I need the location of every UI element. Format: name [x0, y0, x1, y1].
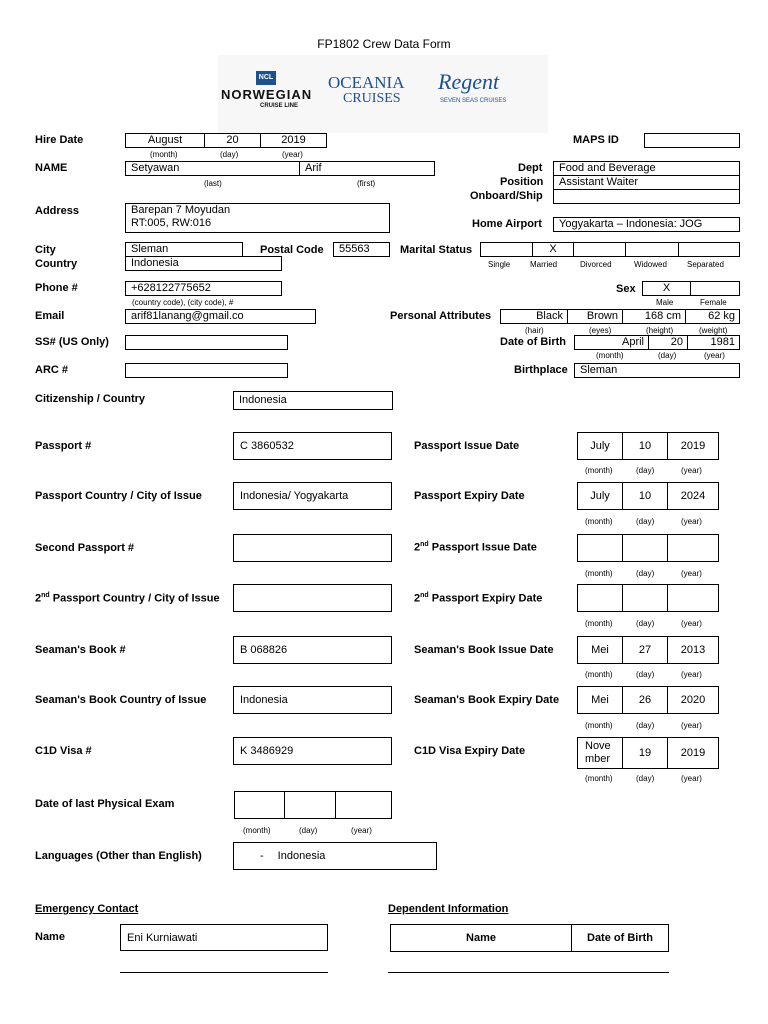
- caption-exam-day: (day): [299, 826, 318, 835]
- passport-issue-month[interactable]: July: [577, 432, 623, 460]
- address-line-1: Barepan 7 Moyudan: [131, 204, 231, 216]
- second-passport-expiry-day[interactable]: [622, 584, 668, 612]
- caption-month: (month): [150, 150, 178, 159]
- caption-passport-issue-year: (year): [681, 466, 702, 475]
- c1d-expiry-month[interactable]: [577, 737, 623, 769]
- regent-wordmark: Regent: [438, 69, 500, 94]
- second-passport-issue-label-num: 2: [414, 541, 421, 554]
- caption-female: Female: [700, 298, 727, 307]
- dependent-dob-header: Date of Birth: [571, 924, 669, 952]
- oceania-wordmark: OCEANIA: [328, 73, 405, 92]
- second-passport-country-label: [35, 592, 220, 605]
- personal-attributes-label: Personal Attributes: [390, 310, 492, 322]
- address-label: Address: [35, 205, 80, 217]
- email-label: Email: [35, 310, 65, 322]
- home-airport-field[interactable]: Yogyakarta – Indonesia: JOG: [553, 217, 740, 232]
- caption-country-city: (country code), (city code), #: [132, 298, 234, 307]
- caption-seamans-expiry-day: (day): [636, 721, 655, 730]
- caption-dob-day: (day): [658, 351, 677, 360]
- caption-passport-issue-day: (day): [636, 466, 655, 475]
- passport-field[interactable]: C 3860532: [233, 432, 392, 460]
- caption-passport-expiry-year: (year): [681, 517, 702, 526]
- eyes-field[interactable]: Brown: [567, 309, 623, 324]
- caption-hair: (hair): [525, 326, 544, 335]
- ncl-logo: NCL: [256, 71, 276, 85]
- seamans-expiry-year[interactable]: 2020: [667, 686, 719, 714]
- passport-expiry-month[interactable]: July: [577, 482, 623, 510]
- birthplace-label: Birthplace: [514, 364, 568, 376]
- c1d-visa-label: C1D Visa #: [35, 745, 92, 757]
- second-passport-expiry-year[interactable]: [667, 584, 719, 612]
- physical-exam-month[interactable]: [234, 791, 285, 819]
- caption-day: (day): [220, 150, 239, 159]
- ec-name-field[interactable]: Eni Kurniawati: [120, 924, 328, 951]
- physical-exam-year[interactable]: [335, 791, 392, 819]
- seamans-book-field[interactable]: B 068826: [233, 636, 392, 664]
- dept-label: Dept: [518, 162, 543, 174]
- page-title: FP1802 Crew Data Form: [317, 37, 451, 51]
- regent-sub-wordmark: SEVEN SEAS CRUISES: [440, 98, 507, 104]
- name-label: NAME: [35, 162, 68, 174]
- second-passport-expiry-label: [414, 592, 542, 605]
- caption-dob-year: (year): [704, 351, 725, 360]
- caption-second-issue-month: (month): [585, 569, 613, 578]
- caption-separated: Separated: [687, 260, 724, 269]
- caption-c1d-month: (month): [585, 774, 613, 783]
- c1d-visa-expiry-label: C1D Visa Expiry Date: [414, 745, 526, 757]
- hire-day-field[interactable]: 20: [204, 133, 261, 148]
- seamans-issue-day[interactable]: 27: [622, 636, 668, 664]
- caption-passport-expiry-month: (month): [585, 517, 613, 526]
- caption-seamans-issue-day: (day): [636, 670, 655, 679]
- home-airport-label: Home Airport: [472, 218, 542, 230]
- seamans-book-expiry-label: Seaman's Book Expiry Date: [414, 694, 560, 706]
- c1d-expiry-year[interactable]: 2019: [667, 737, 719, 769]
- postal-code-label: Postal Code: [260, 244, 324, 256]
- caption-c1d-day: (day): [636, 774, 655, 783]
- ss-label: SS# (US Only): [35, 336, 109, 348]
- country-label: Country: [35, 258, 78, 270]
- caption-single: Single: [488, 260, 511, 269]
- hire-date-label: Hire Date: [35, 134, 84, 146]
- phone-label: Phone #: [35, 282, 78, 294]
- passport-country-field[interactable]: Indonesia/ Yogyakarta: [233, 482, 392, 510]
- second-passport-field[interactable]: [233, 534, 392, 562]
- dob-day-field[interactable]: 20: [648, 335, 688, 350]
- height-field[interactable]: 168 cm: [622, 309, 686, 324]
- passport-issue-day[interactable]: 10: [622, 432, 668, 460]
- dependent-name-header: Name: [390, 924, 572, 952]
- passport-country-label: Passport Country / City of Issue: [35, 490, 202, 502]
- seamans-expiry-day[interactable]: 26: [622, 686, 668, 714]
- second-passport-issue-label-text: Passport Issue Date: [428, 541, 537, 554]
- sex-female-box[interactable]: [690, 281, 740, 296]
- passport-issue-label: Passport Issue Date: [414, 440, 520, 452]
- hire-month-field[interactable]: August: [125, 133, 205, 148]
- passport-issue-year[interactable]: 2019: [667, 432, 719, 460]
- sex-male-box[interactable]: X: [642, 281, 691, 296]
- hair-field[interactable]: Black: [500, 309, 568, 324]
- seamans-expiry-month[interactable]: Mei: [577, 686, 623, 714]
- address-field[interactable]: [125, 203, 390, 233]
- languages-dash: -: [260, 850, 264, 862]
- second-passport-expiry-label-text: Passport Expiry Date: [428, 592, 543, 605]
- dept-field[interactable]: Food and Beverage: [553, 161, 740, 176]
- c1d-visa-field[interactable]: K 3486929: [233, 737, 392, 765]
- marital-status-label: Marital Status: [400, 244, 473, 256]
- caption-exam-year: (year): [351, 826, 372, 835]
- sex-label: Sex: [616, 283, 636, 295]
- second-passport-issue-year[interactable]: [667, 534, 719, 562]
- marital-divorced-box[interactable]: [573, 242, 626, 257]
- caption-height: (height): [646, 326, 674, 335]
- second-passport-issue-month[interactable]: [577, 534, 623, 562]
- dob-label: Date of Birth: [500, 336, 566, 348]
- hire-year-field[interactable]: 2019: [260, 133, 327, 148]
- birthplace-field[interactable]: Sleman: [574, 363, 740, 378]
- marital-married-box[interactable]: X: [532, 242, 574, 257]
- second-passport-expiry-label-num: 2: [414, 592, 421, 605]
- passport-expiry-year[interactable]: 2024: [667, 482, 719, 510]
- c1d-expiry-month-line-2: mber: [585, 753, 611, 765]
- marital-widowed-box[interactable]: [625, 242, 679, 257]
- city-label: City: [35, 244, 56, 256]
- c1d-expiry-month-line-1: Nove: [585, 740, 611, 752]
- caption-passport-issue-month: (month): [585, 466, 613, 475]
- oceania-cruises-wordmark: CRUISES: [343, 91, 401, 106]
- physical-exam-day[interactable]: [284, 791, 336, 819]
- phone-field[interactable]: +628122775652: [125, 281, 282, 296]
- citizenship-label: Citizenship / Country: [35, 393, 145, 405]
- arc-field[interactable]: [125, 363, 288, 378]
- languages-field[interactable]: [233, 842, 437, 870]
- caption-weight: (weight): [699, 326, 728, 335]
- country-field[interactable]: Indonesia: [125, 256, 282, 271]
- ec-name-label: Name: [35, 931, 65, 943]
- city-field[interactable]: Sleman: [125, 242, 243, 257]
- caption-year: (year): [282, 150, 303, 159]
- second-passport-issue-label: [414, 541, 537, 554]
- last-name-field[interactable]: Setyawan: [125, 161, 300, 176]
- caption-passport-expiry-day: (day): [636, 517, 655, 526]
- second-passport-issue-label-sup: nd: [420, 541, 429, 548]
- email-field[interactable]: arif81lanang@gmail.co: [125, 309, 316, 324]
- caption-divorced: Divorced: [580, 260, 612, 269]
- cruise-line-wordmark: CRUISE LINE: [260, 103, 299, 109]
- dependent-line: [388, 972, 669, 973]
- citizenship-field[interactable]: Indonesia: [233, 391, 393, 410]
- seamans-book-country-label: Seaman's Book Country of Issue: [35, 694, 207, 706]
- emergency-contact-heading: Emergency Contact: [35, 903, 139, 915]
- second-passport-country-label-sup: nd: [41, 592, 50, 599]
- caption-dob-month: (month): [596, 351, 624, 360]
- caption-second-issue-year: (year): [681, 569, 702, 578]
- second-passport-label: Second Passport #: [35, 542, 135, 554]
- seamans-issue-month[interactable]: Mei: [577, 636, 623, 664]
- caption-second-expiry-month: (month): [585, 619, 613, 628]
- address-line-2: RT:005, RW:016: [131, 217, 212, 229]
- second-passport-country-label-num: 2: [35, 592, 42, 605]
- onboard-ship-label: Onboard/Ship: [470, 190, 543, 202]
- marital-separated-box[interactable]: [678, 242, 740, 257]
- dependent-info-heading: Dependent Information: [388, 903, 509, 915]
- second-passport-country-label-text: Passport Country / City of Issue: [49, 592, 220, 605]
- caption-married: Married: [530, 260, 558, 269]
- ec-line: [120, 972, 328, 973]
- caption-c1d-year: (year): [681, 774, 702, 783]
- caption-exam-month: (month): [243, 826, 271, 835]
- caption-second-expiry-day: (day): [636, 619, 655, 628]
- caption-first: (first): [357, 179, 376, 188]
- caption-seamans-expiry-year: (year): [681, 721, 702, 730]
- weight-field[interactable]: 62 kg: [685, 309, 740, 324]
- passport-label: Passport #: [35, 440, 92, 452]
- caption-last: (last): [204, 179, 222, 188]
- caption-eyes: (eyes): [589, 326, 612, 335]
- languages-value: Indonesia: [277, 850, 326, 862]
- arc-label: ARC #: [35, 364, 69, 376]
- seamans-issue-year[interactable]: 2013: [667, 636, 719, 664]
- second-passport-country-field[interactable]: [233, 584, 392, 612]
- seamans-book-label: Seaman's Book #: [35, 644, 126, 656]
- caption-second-issue-day: (day): [636, 569, 655, 578]
- onboard-ship-field[interactable]: [553, 189, 740, 204]
- physical-exam-label: Date of last Physical Exam: [35, 798, 175, 810]
- caption-seamans-issue-year: (year): [681, 670, 702, 679]
- second-passport-expiry-month[interactable]: [577, 584, 623, 612]
- second-passport-issue-day[interactable]: [622, 534, 668, 562]
- position-field[interactable]: Assistant Waiter: [553, 175, 740, 190]
- caption-widowed: Widowed: [634, 260, 667, 269]
- caption-seamans-issue-month: (month): [585, 670, 613, 679]
- seamans-book-country-field[interactable]: Indonesia: [233, 686, 392, 714]
- caption-second-expiry-year: (year): [681, 619, 702, 628]
- first-name-field[interactable]: Arif: [299, 161, 435, 176]
- caption-male: Male: [656, 298, 674, 307]
- norwegian-wordmark: NORWEGIAN: [221, 87, 313, 102]
- postal-code-field[interactable]: 55563: [333, 242, 390, 257]
- c1d-expiry-day[interactable]: 19: [622, 737, 668, 769]
- marital-single-box[interactable]: [480, 242, 533, 257]
- dob-year-field[interactable]: 1981: [687, 335, 740, 350]
- languages-label: Languages (Other than English): [35, 850, 202, 862]
- second-passport-expiry-label-sup: nd: [420, 592, 429, 599]
- passport-expiry-day[interactable]: 10: [622, 482, 668, 510]
- dob-month-field[interactable]: April: [574, 335, 649, 350]
- position-label: Position: [500, 176, 544, 188]
- passport-expiry-label: Passport Expiry Date: [414, 490, 525, 502]
- ss-field[interactable]: [125, 335, 288, 350]
- logo-banner: [218, 55, 548, 133]
- caption-seamans-expiry-month: (month): [585, 721, 613, 730]
- maps-id-field[interactable]: [644, 133, 740, 148]
- seamans-book-issue-label: Seaman's Book Issue Date: [414, 644, 554, 656]
- maps-id-label: MAPS ID: [573, 134, 619, 146]
